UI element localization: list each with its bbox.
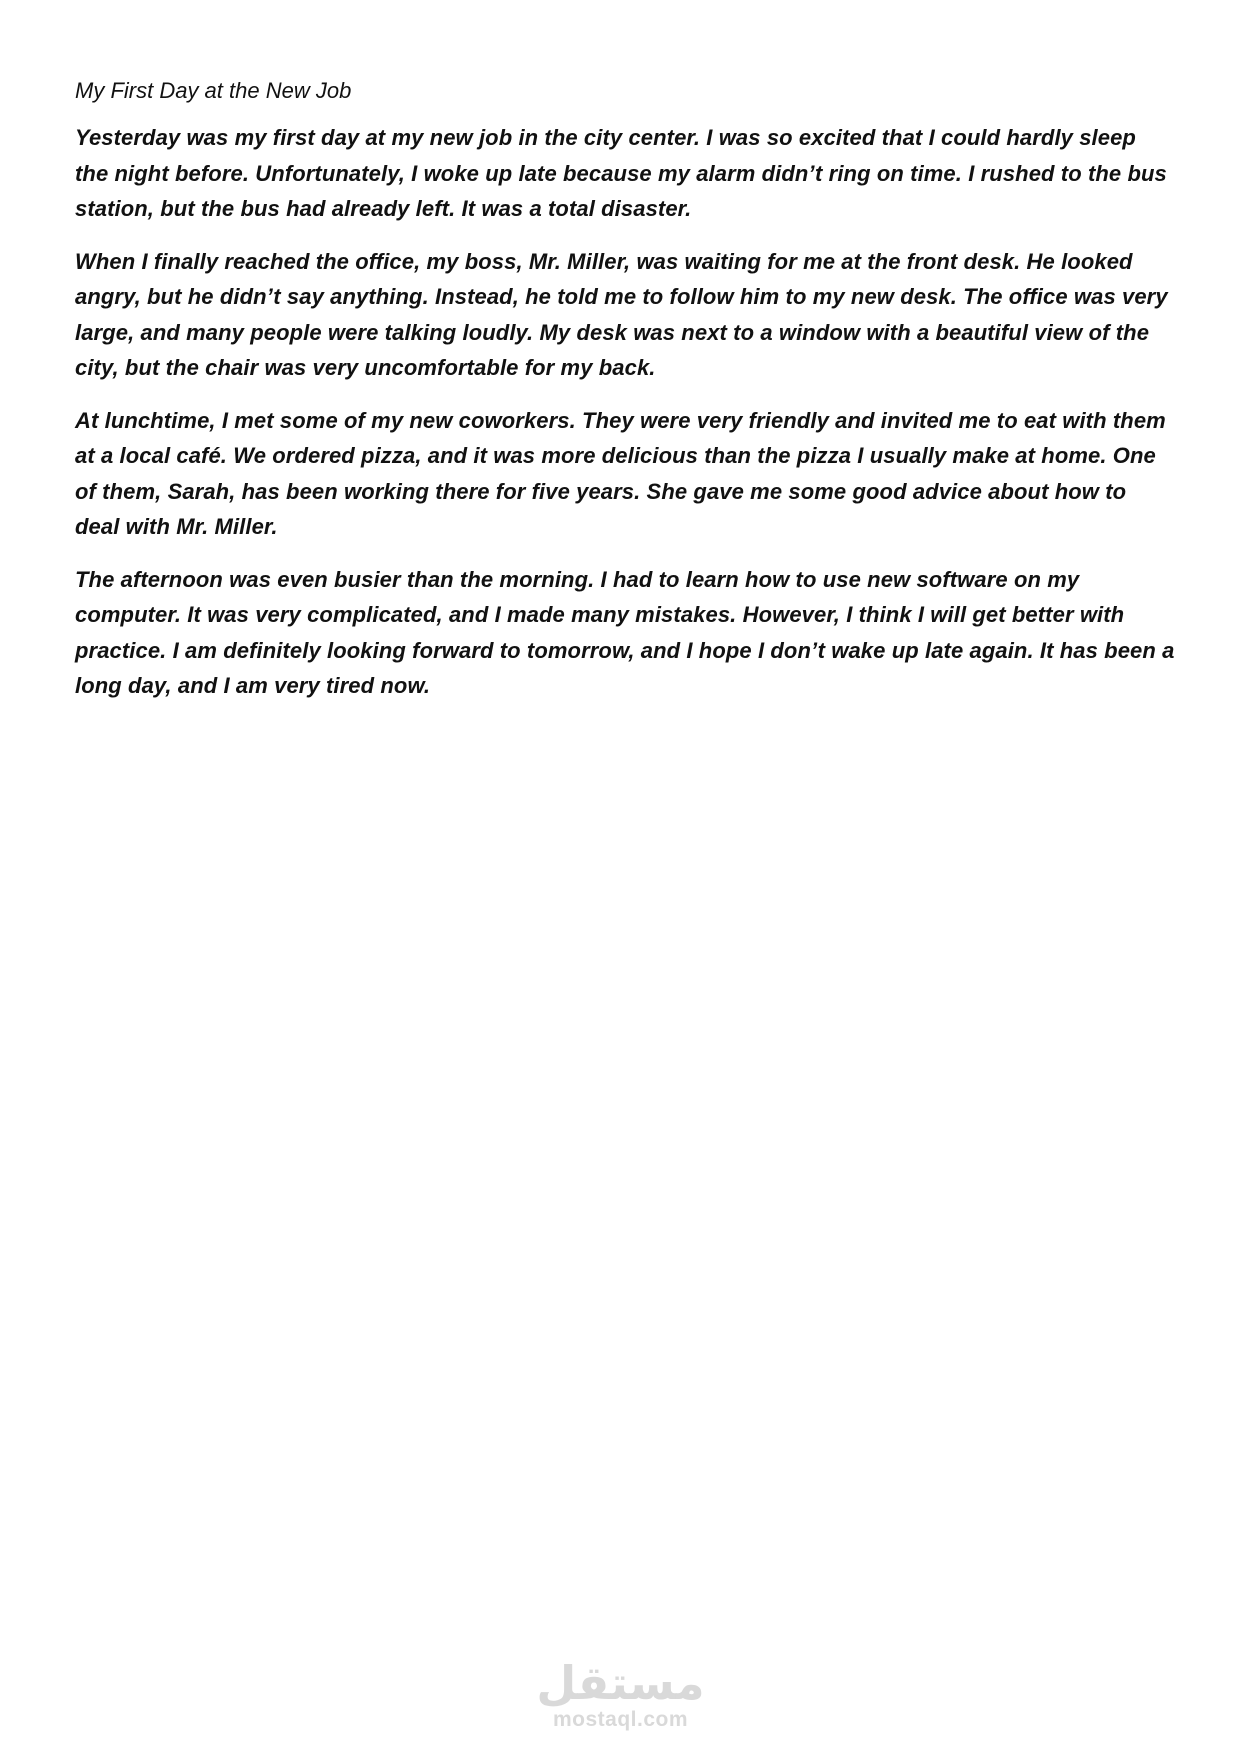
- document-page: [75, 76, 1175, 721]
- paragraph-3: At lunchtime, I met some of my new coworkers. They were very friendly and invited me to eat with them at a local café. We ordered pizza, and it was more delicious than the pizza I usually make at home. One of them, Sarah, has been working there for five years. She gave me some good advice about how to deal with Mr. Miller.: [75, 407, 1166, 539]
- paragraph-2: When I finally reached the office, my boss, Mr. Miller, was waiting for me at the front desk. He looked angry, but he didn’t say anything. Instead, he told me to follow him to my new desk. The office was very large, and many people were talking loudly. My desk was next to a window with a beautiful view of the city, but the chair was very uncomfortable for my back.: [75, 248, 1168, 380]
- paragraph-4: The afternoon was even busier than the morning. I had to learn how to use new software on my computer. It was very complicated, and I made many mistakes. However, I think I will get better with practice. I am definitely looking forward to tomorrow, and I hope I don’t wake up late again. It has been a long day, and I am very tired now.: [75, 566, 1175, 698]
- watermark-arabic-logo: مستقل: [536, 1656, 705, 1710]
- mostaql-watermark: [0, 1658, 1241, 1732]
- paragraph-1: Yesterday was my first day at my new job in the city center. I was so excited that I could hardly sleep the night before. Unfortunately, I woke up late because my alarm didn’t ring on time. I rushed to the bus station, but the bus had already left. It was a total disaster.: [75, 125, 1167, 221]
- document-title: My First Day at the New Job: [75, 78, 352, 103]
- watermark-url: mostaql.com: [552, 1708, 689, 1731]
